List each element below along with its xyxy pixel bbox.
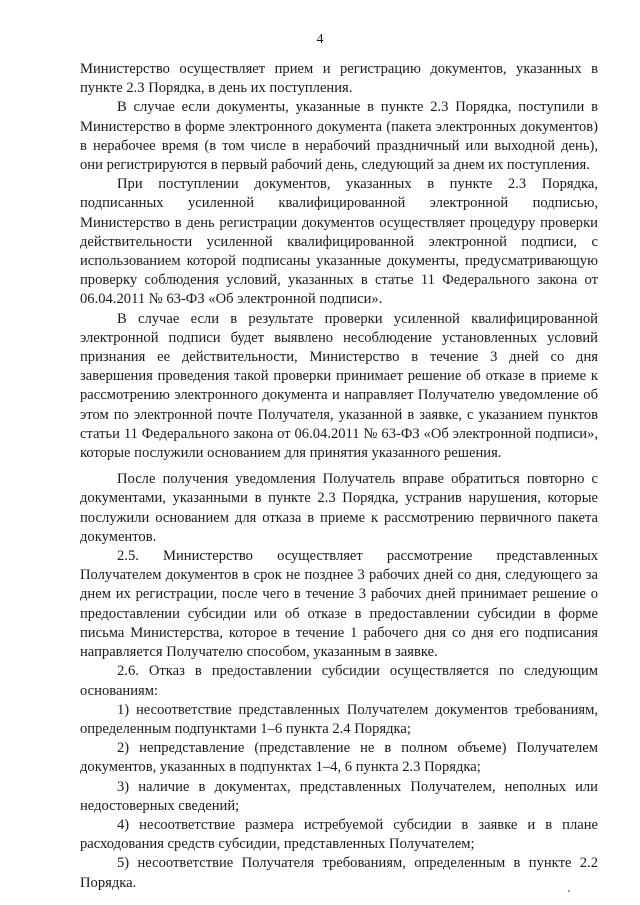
paragraph: 4) несоответствие размера истребуемой субсидии в заявке и в плане расходования средств субсидии, представленных Получателем; [80, 816, 598, 853]
body-text [80, 60, 598, 893]
paragraph: 3) наличие в документах, представленных Получателем, неполных или недостоверных сведений; [80, 778, 598, 814]
paragraph: 2) непредставление (представление не в полном объеме) Получателем документов, указанных в подпунктах 1–4, 6 пункта 2.3 Порядка; [80, 740, 598, 776]
page-number: 4 [316, 32, 324, 47]
scan-speck [568, 890, 570, 892]
paragraph: 2.5. Министерство осуществляет рассмотрение представленных Получателем документов в срок не позднее 3 рабочих дней со дня, следующего за днем их регистрации, после чего в течение 3 рабочих дней принимает решение о предоставлении субсидии или об отказе в предоставлении субсидии в форме письма Министерства, которое в течение 1 рабочего дня со дня его подписания направляется Получателю способом, указанным в заявке. [80, 548, 598, 661]
paragraph: Министерство осуществляет прием и регистрацию документов, указанных в пункте 2.3 Порядка, в день их поступления. [80, 61, 598, 97]
paragraph: После получения уведомления Получатель вправе обратиться повторно с документами, указанными в пункте 2.3 Порядка, устранив нарушения, которые послужили основанием для отказа в приеме к рассмотрению первичного пакета документов. [80, 471, 598, 545]
paragraph: 5) несоответствие Получателя требованиям, определенным в пункте 2.2 Порядка. [80, 855, 598, 891]
paragraph: При поступлении документов, указанных в пункте 2.3 Порядка, подписанных усиленной квалифицированной электронной подписью, Министерство в день регистрации документов осуществляет процедуру проверки действительности усиленной квалифицированной электронной подписи, с использованием которой подписаны указанные документы, предусматривающую проверку соблюдения условий, указанных в статье 11 Федерального закона от 06.04.2011 № 63-ФЗ «Об электронной подписи». [80, 176, 598, 308]
paragraph: В случае если в результате проверки усиленной квалифицированной электронной подписи будет выявлено несоблюдение установленных условий признания ее действительности, Министерство в течение 3 дней со дня завершения проведения такой проверки принимает решение об отказе в приеме к рассмотрению электронного документа и направляет Получателю уведомление об этом по электронной почте Получателя, указанной в заявке, с указанием пунктов статьи 11 Федерального закона от 06.04.2011 № 63-ФЗ «Об электронной подписи», которые послужили основанием для принятия указанного решения. [80, 310, 598, 462]
paragraph: В случае если документы, указанные в пункте 2.3 Порядка, поступили в Министерство в форме электронного документа (пакета электронных документов) в нерабочее время (в том числе в нерабочий праздничный или выходной день), они регистрируются в первый рабочий день, следующий за днем их поступления. [80, 99, 598, 174]
paragraph: 2.6. Отказ в предоставлении субсидии осуществляется по следующим основаниям: [80, 663, 598, 699]
paragraph: 1) несоответствие представленных Получателем документов требованиям, определенным подпунктами 1–6 пункта 2.4 Порядка; [80, 701, 598, 737]
